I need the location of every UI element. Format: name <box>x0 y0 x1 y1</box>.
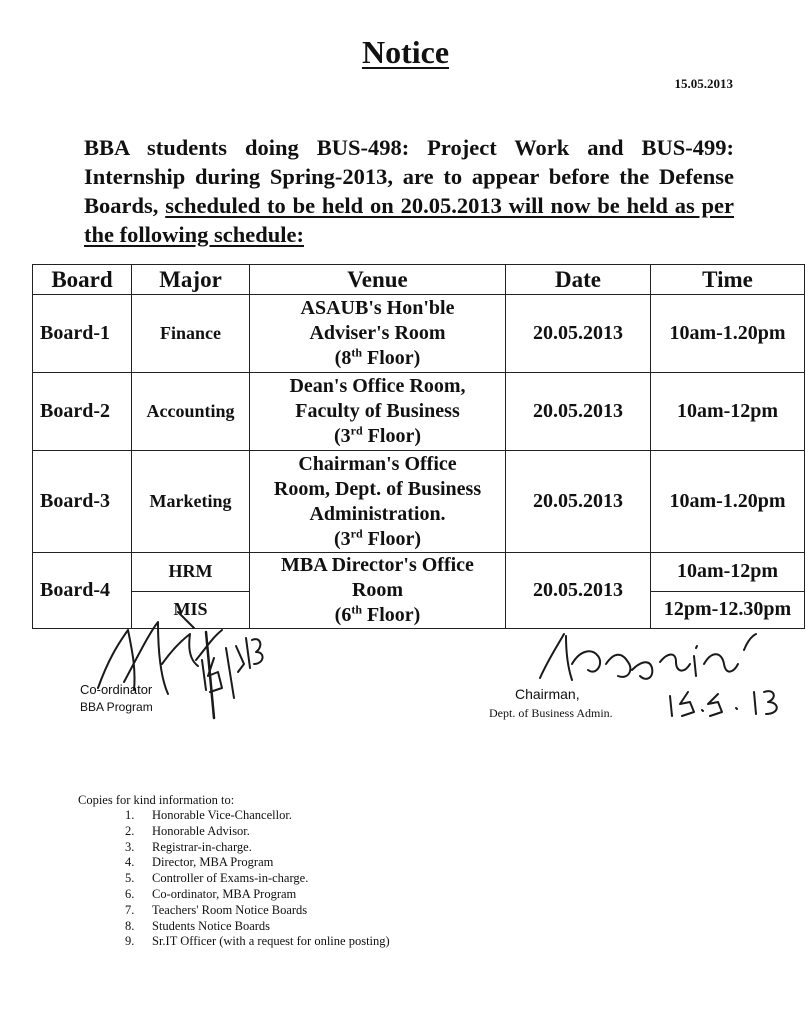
list-item: 1. Honorable Vice-Chancellor. <box>125 808 292 822</box>
venue-line: Room <box>351 579 404 601</box>
venue-line: Faculty of Business <box>295 400 460 422</box>
venue-floor: (3rd Floor) <box>334 525 421 550</box>
chairman-signature <box>540 634 756 680</box>
chairman-title: Chairman, <box>515 686 580 702</box>
venue-line: MBA Director's Office <box>281 554 474 576</box>
time-cell: 12pm-12.30pm <box>651 591 805 629</box>
major-cell: Marketing <box>132 451 250 553</box>
coordinator-title: Co-ordinator <box>80 682 153 697</box>
board-cell: Board-3 <box>33 451 132 553</box>
venue-floor: (8th Floor) <box>334 345 421 369</box>
chairman-date-mark <box>670 691 777 716</box>
list-item: 9. Sr.IT Officer (with a request for online posting) <box>125 934 390 949</box>
board-cell: Board-1 <box>33 295 132 373</box>
venue-floor: (3rd Floor) <box>334 423 421 447</box>
date-cell: 20.05.2013 <box>506 373 651 451</box>
venue-line: Dean's Office Room, <box>289 375 466 397</box>
header-date: Date <box>506 265 651 295</box>
copies-heading: Copies for kind information to: <box>78 793 235 807</box>
date-cell: 20.05.2013 <box>506 295 651 373</box>
major-cell: HRM <box>132 553 250 592</box>
date-cell: 20.05.2013 <box>506 553 651 629</box>
header-venue: Venue <box>250 265 506 295</box>
list-item: 3. Registrar-in-charge. <box>125 839 252 854</box>
notice-date: 15.05.2013 <box>674 76 733 91</box>
list-item: 2. Honorable Advisor. <box>125 823 250 838</box>
list-item: 5. Controller of Exams-in-charge. <box>125 871 309 886</box>
venue-line: ASAUB's Hon'ble <box>300 297 455 319</box>
copies-list <box>125 808 390 950</box>
major-cell: Accounting <box>132 373 250 451</box>
coordinator-org: BBA Program <box>80 700 153 714</box>
notice-title: Notice <box>361 34 450 70</box>
time-cell: 10am-12pm <box>651 553 805 592</box>
board-cell: Board-4 <box>33 553 132 629</box>
venue-line: Adviser's Room <box>309 322 446 344</box>
chairman-org: Dept. of Business Admin. <box>489 706 613 720</box>
major-cell: MIS <box>132 591 250 629</box>
header-major: Major <box>132 265 250 295</box>
board-cell: Board-2 <box>33 373 132 451</box>
venue-line: Room, Dept. of Business <box>273 477 482 500</box>
venue-line: Administration. <box>309 502 446 525</box>
header-board: Board <box>33 265 132 295</box>
time-cell: 10am-1.20pm <box>651 295 805 373</box>
time-cell: 10am-12pm <box>651 373 805 451</box>
notice-body-intro: BBA students doing BUS-498: Project Work and BUS-499: Internship during Spring-2013, are to appear before the Defense Boards, <box>84 135 734 218</box>
time-cell: 10am-1.20pm <box>651 451 805 553</box>
notice-body-schedule-change: scheduled to be held on 20.05.2013 will now be held as per the following schedule: <box>84 193 734 247</box>
list-item: 6. Co-ordinator, MBA Program <box>125 886 297 901</box>
major-cell: Finance <box>132 295 250 373</box>
list-item: 7. Teachers' Room Notice Boards <box>125 902 308 917</box>
header-time: Time <box>651 265 805 295</box>
list-item: 4. Director, MBA Program <box>125 855 274 870</box>
venue-floor: (6th Floor) <box>334 602 421 626</box>
venue-line: Chairman's Office <box>298 452 457 475</box>
date-cell: 20.05.2013 <box>506 451 651 553</box>
list-item: 8. Students Notice Boards <box>125 918 271 933</box>
